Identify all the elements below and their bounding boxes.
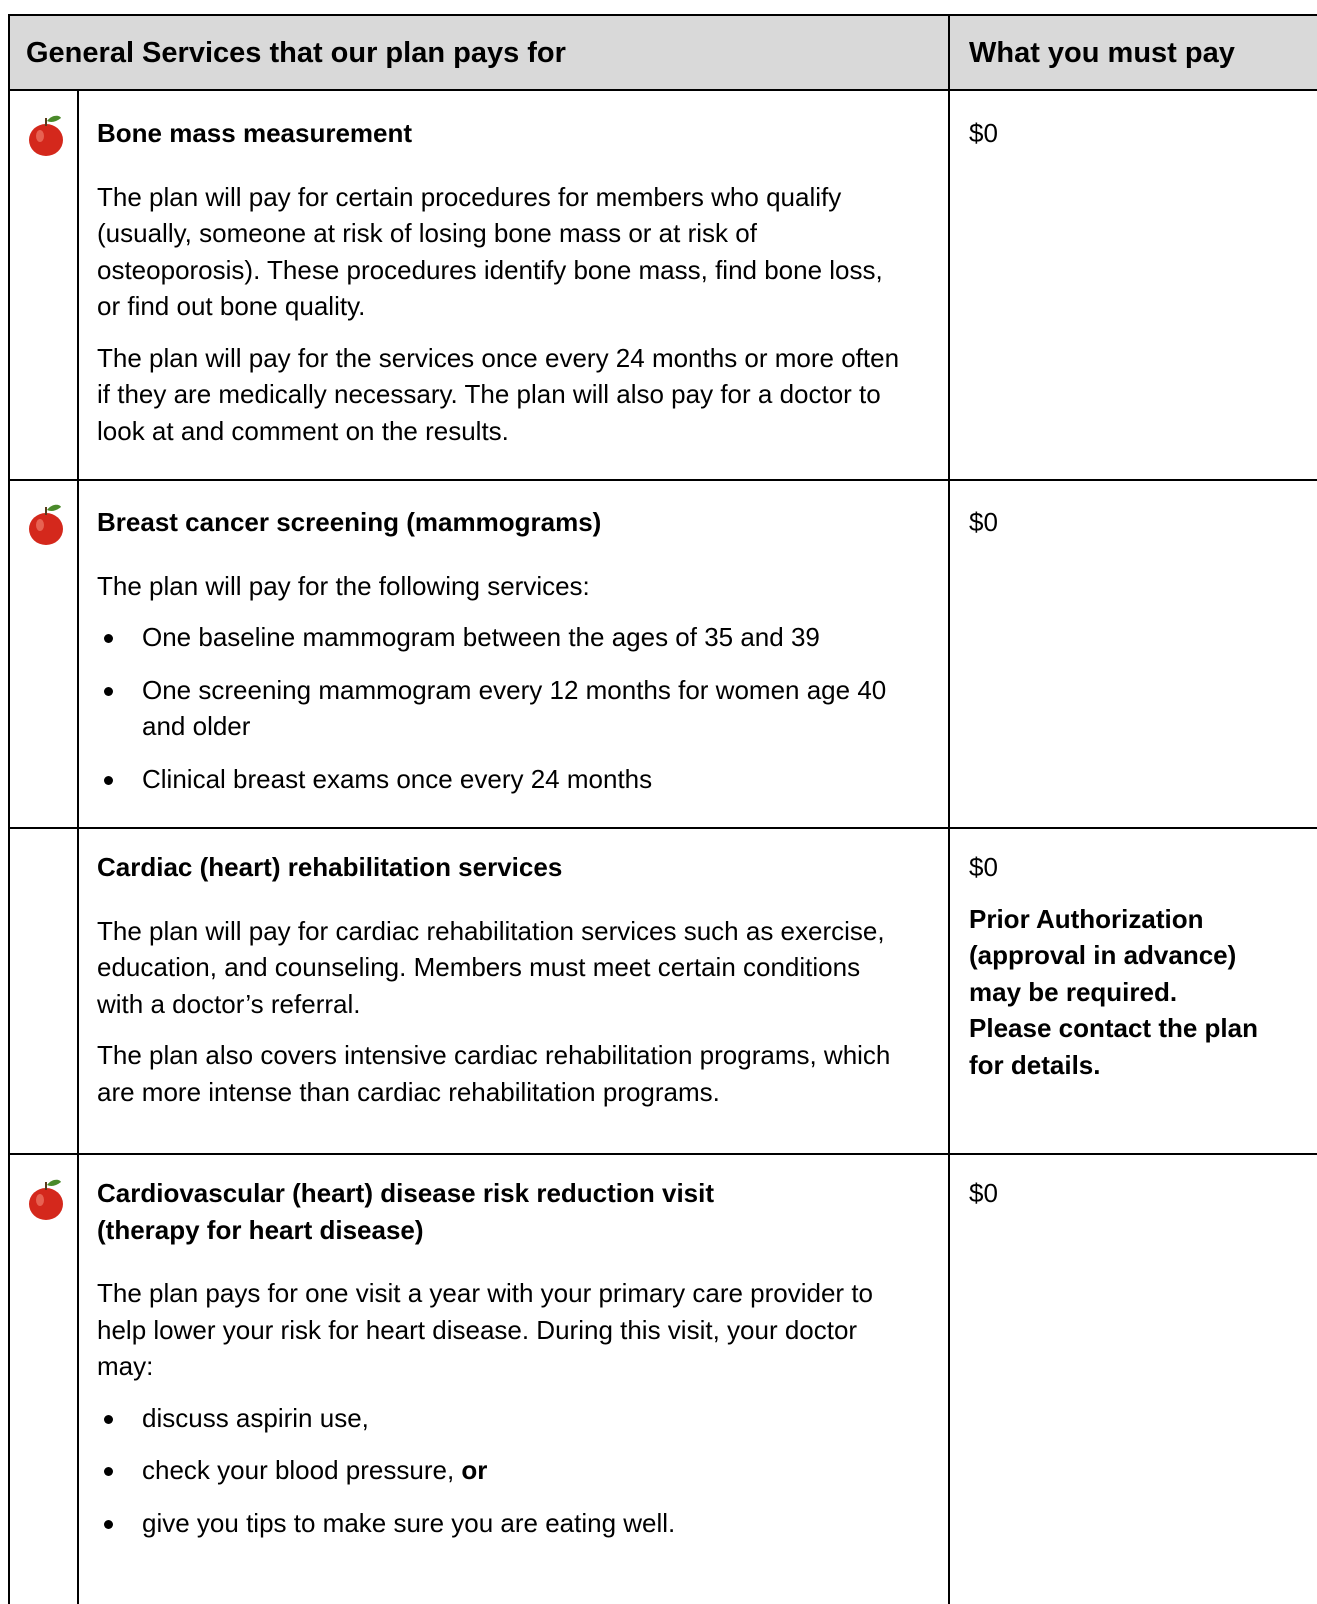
service-title-line: (therapy for heart disease) bbox=[97, 1214, 424, 1245]
divider-pay-col bbox=[948, 14, 950, 1604]
service-description: The plan will pay for cardiac rehabilitation services such as exercise, education, and counseling. Members must meet certain conditions with a doctor’s referral. bbox=[97, 915, 885, 1019]
apple-icon bbox=[26, 1176, 66, 1222]
list-item: Clinical breast exams once every 24 months bbox=[97, 761, 907, 798]
prior-authorization-note: Prior Authorization (approval in advance) may be required. Please contact the plan for details. bbox=[969, 903, 1258, 1080]
border-left bbox=[8, 14, 10, 1604]
service-bullets bbox=[97, 619, 907, 797]
divider-row-2 bbox=[8, 827, 1317, 829]
service-description: The plan will pay for certain procedures for members who qualify (usually, someone at risk of losing bone mass or at risk of osteoporosis). These procedures identify bone mass, find bone loss, or find out bone quality. bbox=[97, 181, 883, 321]
list-item-text: check your blood pressure, bbox=[142, 1455, 462, 1485]
service-title: Breast cancer screening (mammograms) bbox=[97, 507, 602, 537]
pay-amount: $0 bbox=[969, 1178, 998, 1208]
apple-icon bbox=[26, 501, 66, 547]
benefits-table bbox=[8, 14, 1317, 1604]
service-description: The plan will pay for the following services: bbox=[97, 570, 590, 601]
header-services: General Services that our plan pays for bbox=[26, 37, 566, 69]
divider-row-3 bbox=[8, 1153, 1317, 1155]
pay-amount: $0 bbox=[969, 852, 998, 882]
service-description: The plan pays for one visit a year with your primary care provider to help lower your risk for heart disease. During this visit, your doctor may: bbox=[97, 1278, 874, 1381]
list-item-emphasis: or bbox=[461, 1455, 488, 1485]
list-item bbox=[97, 1452, 907, 1489]
service-title: Cardiac (heart) rehabilitation services bbox=[97, 852, 563, 882]
service-description: The plan will pay for the services once every 24 months or more often if they are medically necessary. The plan will also pay for a doctor to look at and comment on the results. bbox=[97, 342, 900, 446]
apple-icon bbox=[26, 112, 66, 158]
list-item: discuss aspirin use, bbox=[97, 1400, 907, 1437]
service-title-line: Cardiovascular (heart) disease risk reduction visit bbox=[97, 1178, 715, 1208]
list-item: One screening mammogram every 12 months for women age 40 and older bbox=[97, 672, 907, 745]
divider-header bbox=[8, 89, 1317, 91]
service-bullets bbox=[97, 1400, 907, 1542]
list-item: give you tips to make sure you are eating well. bbox=[97, 1505, 907, 1542]
service-title: Bone mass measurement bbox=[97, 118, 413, 148]
border-top bbox=[8, 14, 1317, 16]
pay-amount: $0 bbox=[969, 118, 998, 148]
divider-icon-col bbox=[77, 89, 79, 1604]
divider-row-1 bbox=[8, 479, 1317, 481]
pay-amount: $0 bbox=[969, 507, 998, 537]
service-description: The plan also covers intensive cardiac rehabilitation programs, which are more intense than cardiac rehabilitation programs. bbox=[97, 1040, 891, 1107]
list-item: One baseline mammogram between the ages of 35 and 39 bbox=[97, 619, 907, 656]
header-pay: What you must pay bbox=[969, 37, 1235, 69]
service-title bbox=[97, 1175, 907, 1248]
